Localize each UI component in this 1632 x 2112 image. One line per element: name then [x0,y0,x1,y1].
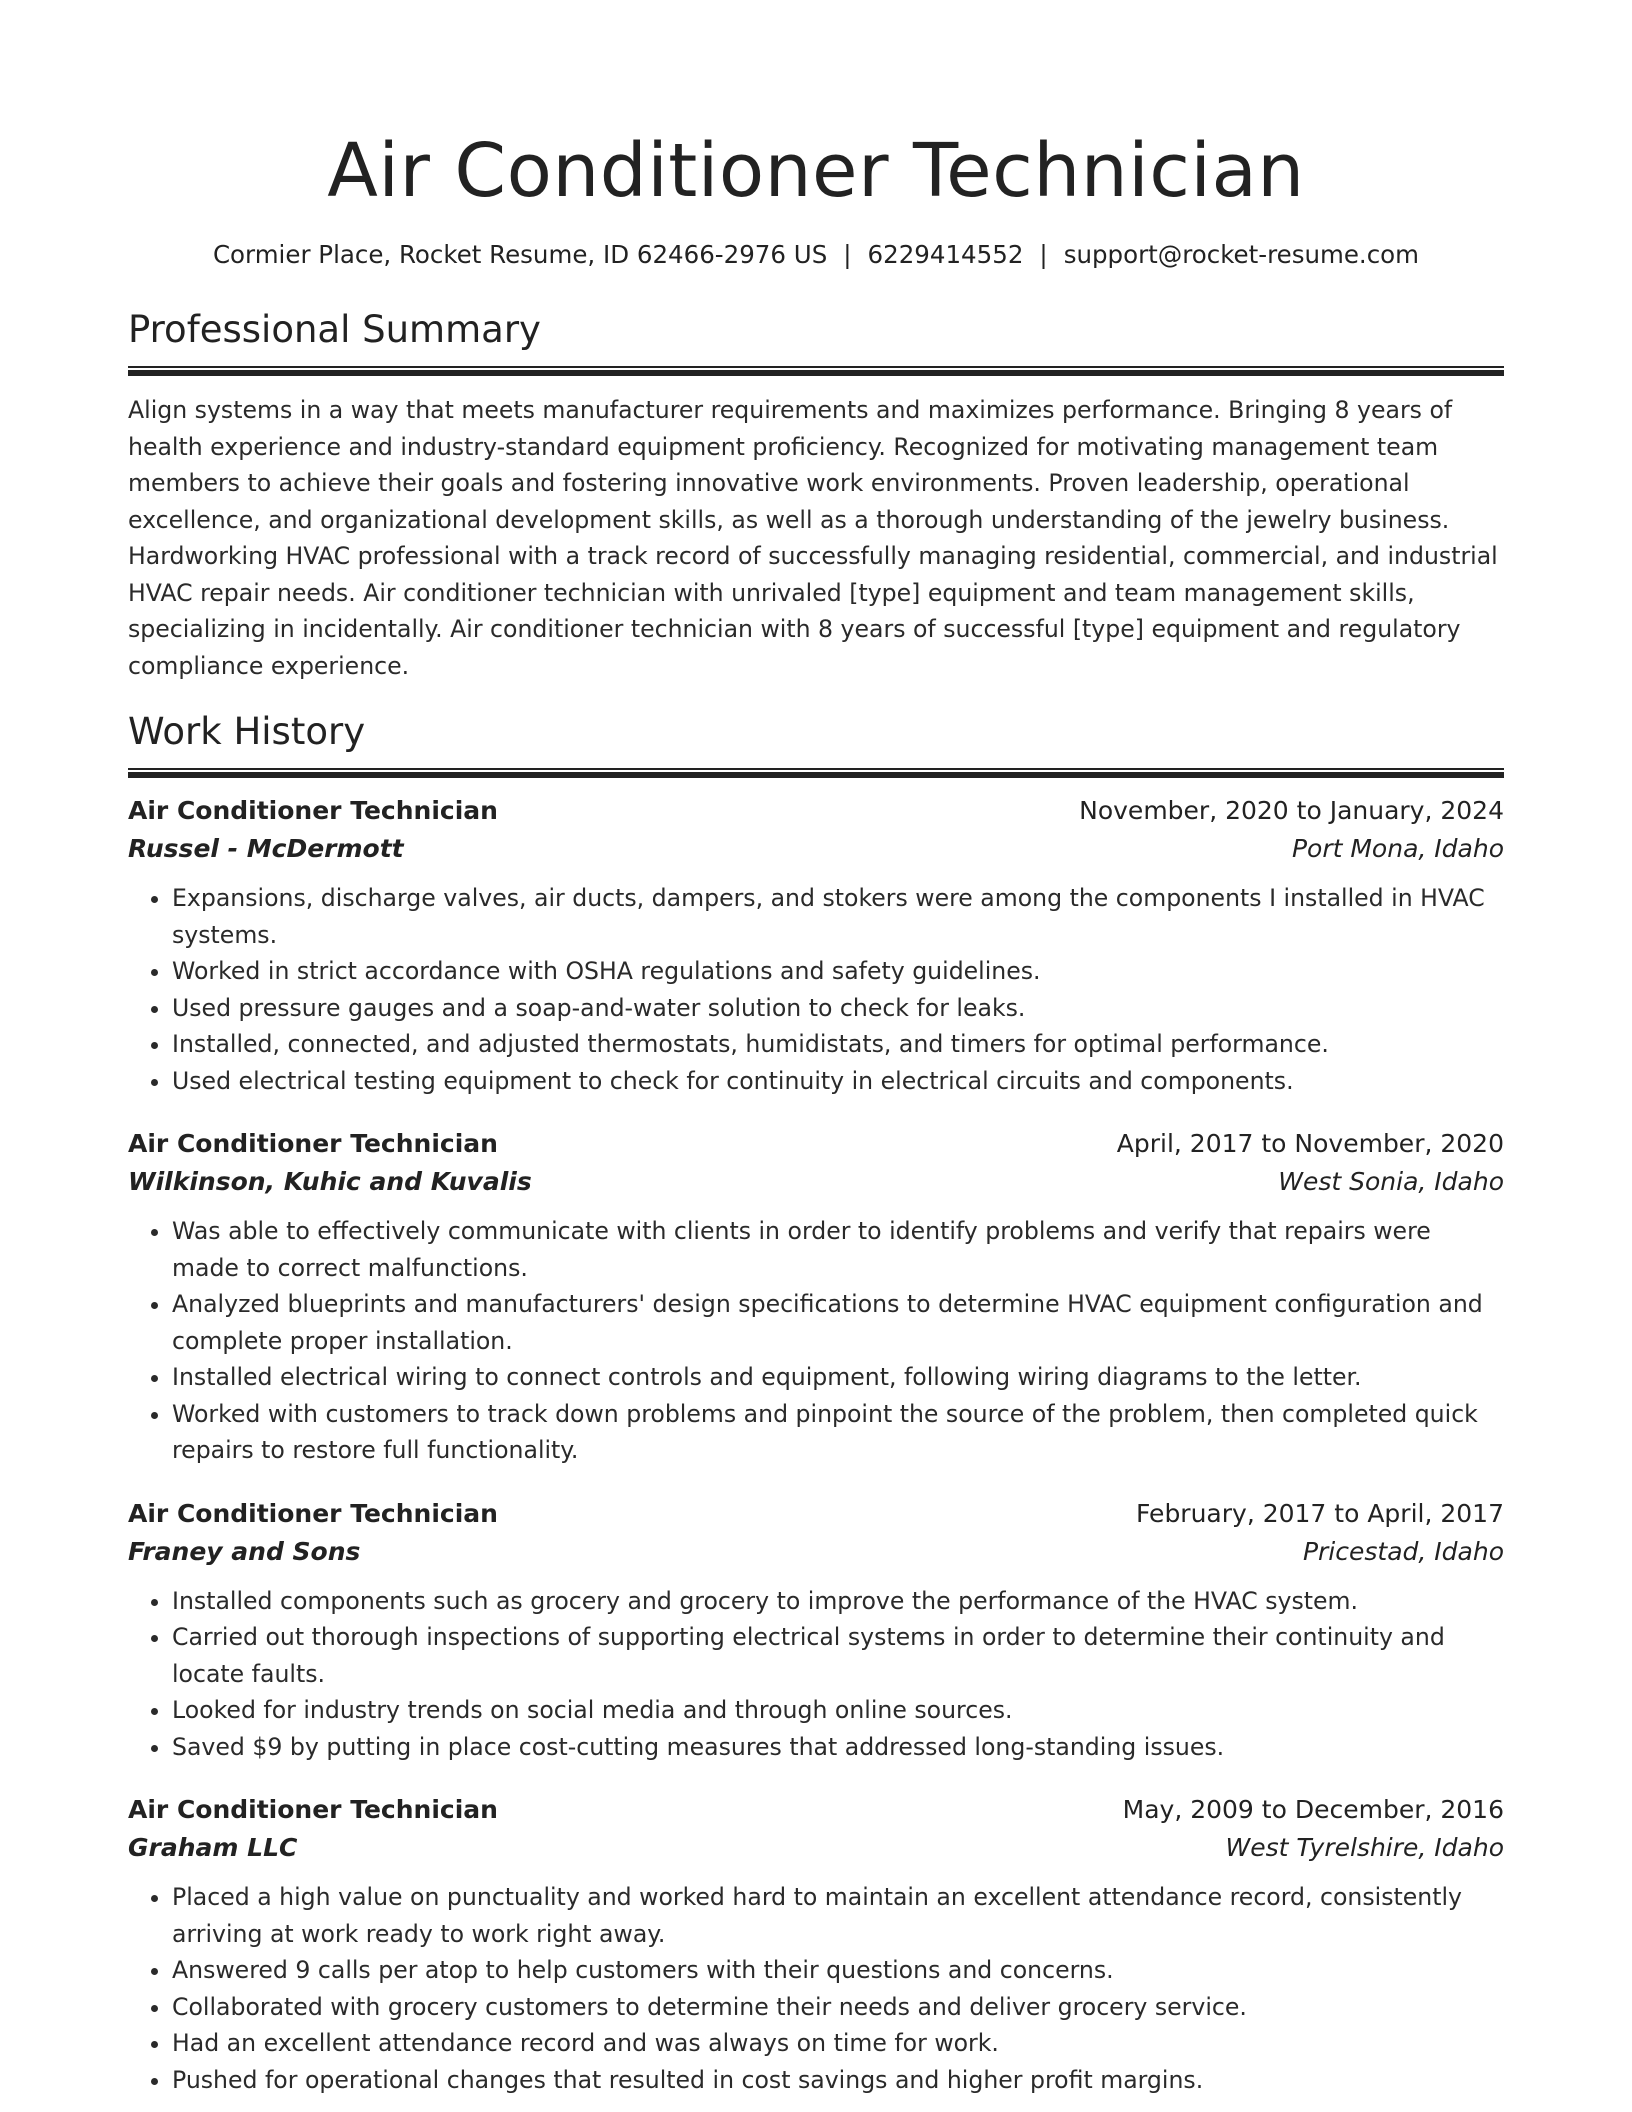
section-divider [128,366,1504,376]
job-header-row [128,1125,1504,1163]
job-bullet: • Had an excellent attendance record and was always on time for work. [172,2025,1504,2062]
job-title: Air Conditioner Technician [128,796,498,825]
resume-page [128,0,1504,2098]
job-title: Air Conditioner Technician [128,1498,498,1528]
job-entry [128,1495,1504,1766]
job-bullet: • Analyzed blueprints and manufacturers' design specifications to determine HVAC equipment configuration and complete proper installation. [172,1286,1504,1359]
job-bullet: • Expansions, discharge valves, air ducts, dampers, and stokers were among the components I installed in HVAC systems. [172,880,1504,953]
contact-separator: | [843,240,852,269]
job-bullet: • Pushed for operational changes that resulted in cost savings and higher profit margins. [172,2062,1504,2099]
job-location: Port Mona, Idaho [1291,834,1504,863]
job-bullet: • Worked with customers to track down problems and pinpoint the source of the problem, then completed quick repairs to restore full functionality. [172,1396,1504,1469]
job-bullet: • Saved $9 by putting in place cost-cutting measures that addressed long-standing issues. [172,1729,1504,1766]
job-dates: November, 2020 to January, 2024 [1079,796,1504,825]
work-history-heading: Work History [128,710,366,753]
candidate-name: Air Conditioner Technician [327,128,1305,214]
job-bullet: • Answered 9 calls per atop to help customers with their questions and concerns. [172,1952,1504,1989]
job-company: Franey and Sons [128,1536,361,1566]
job-header-row [128,1791,1504,1829]
contact-email: support@rocket-resume.com [1063,240,1420,269]
job-bullet: • Worked in strict accordance with OSHA regulations and safety guidelines. [172,953,1504,990]
job-header-row [128,1495,1504,1533]
job-bullet: • Was able to effectively communicate with clients in order to identify problems and verify that repairs were made to correct malfunctions. [172,1213,1504,1286]
job-bullet: • Installed, connected, and adjusted thermostats, humidistats, and timers for optimal performance. [172,1026,1504,1063]
job-entry [128,1125,1504,1469]
job-bullet: • Used electrical testing equipment to check for continuity in electrical circuits and components. [172,1063,1504,1100]
job-dates: April, 2017 to November, 2020 [1116,1129,1504,1158]
contact-address: Cormier Place, Rocket Resume, ID 62466-2976 US [212,240,828,269]
job-company: Graham LLC [128,1833,298,1862]
job-bullets [128,1213,1504,1469]
job-location: West Tyrelshire, Idaho [1225,1833,1504,1862]
job-bullet: • Looked for industry trends on social media and through online sources. [172,1692,1504,1729]
job-employer-row [128,1533,1504,1571]
job-entry [128,1791,1504,2098]
job-title: Air Conditioner Technician [128,1129,498,1158]
job-location: Pricestad, Idaho [1302,1536,1504,1566]
job-bullet: • Placed a high value on punctuality and worked hard to maintain an excellent attendance record, consistently arriving at work ready to work right away. [172,1879,1504,1952]
contact-line [128,238,1504,272]
job-company: Russel - McDermott [128,834,404,863]
summary-heading: Professional Summary [128,308,541,351]
job-entry [128,792,1504,1099]
contact-separator: | [1039,240,1048,269]
summary-text: Align systems in a way that meets manufacturer requirements and maximizes performance. Bringing 8 years of health experience and industry-standard equipment proficiency. Recognized for motivating management team members to achieve their goals and fostering innovative work environments. Proven leadership, operational excellence, and organizational development skills, as well as a thorough understanding of the jewelry business. Hardworking HVAC professional with a track record of successfully managing residential, commercial, and industrial HVAC repair needs. Air conditioner technician with unrivaled [type] equipment and team management skills, specializing in incidentally. Air conditioner technician with 8 years of successful [type] equipment and regulatory compliance experience. [128,396,1498,680]
job-bullet: • Carried out thorough inspections of supporting electrical systems in order to determine their continuity and locate faults. [172,1619,1504,1692]
job-employer-row [128,1163,1504,1201]
contact-phone: 6229414552 [867,240,1024,269]
job-bullets [128,1583,1504,1766]
job-bullet: • Collaborated with grocery customers to determine their needs and deliver grocery service. [172,1989,1504,2026]
job-bullet: • Used pressure gauges and a soap-and-water solution to check for leaks. [172,990,1504,1027]
job-employer-row [128,830,1504,868]
job-header-row [128,792,1504,830]
job-bullet: • Installed electrical wiring to connect controls and equipment, following wiring diagrams to the letter. [172,1359,1504,1396]
job-company: Wilkinson, Kuhic and Kuvalis [128,1167,532,1196]
job-title: Air Conditioner Technician [128,1795,498,1824]
job-bullets [128,1879,1504,2098]
job-location: West Sonia, Idaho [1278,1167,1504,1196]
job-bullets [128,880,1504,1099]
job-bullet: • Installed components such as grocery and grocery to improve the performance of the HVAC system. [172,1583,1504,1620]
job-employer-row [128,1829,1504,1867]
job-dates: February, 2017 to April, 2017 [1136,1498,1504,1528]
job-dates: May, 2009 to December, 2016 [1122,1795,1504,1824]
section-divider [128,768,1504,778]
